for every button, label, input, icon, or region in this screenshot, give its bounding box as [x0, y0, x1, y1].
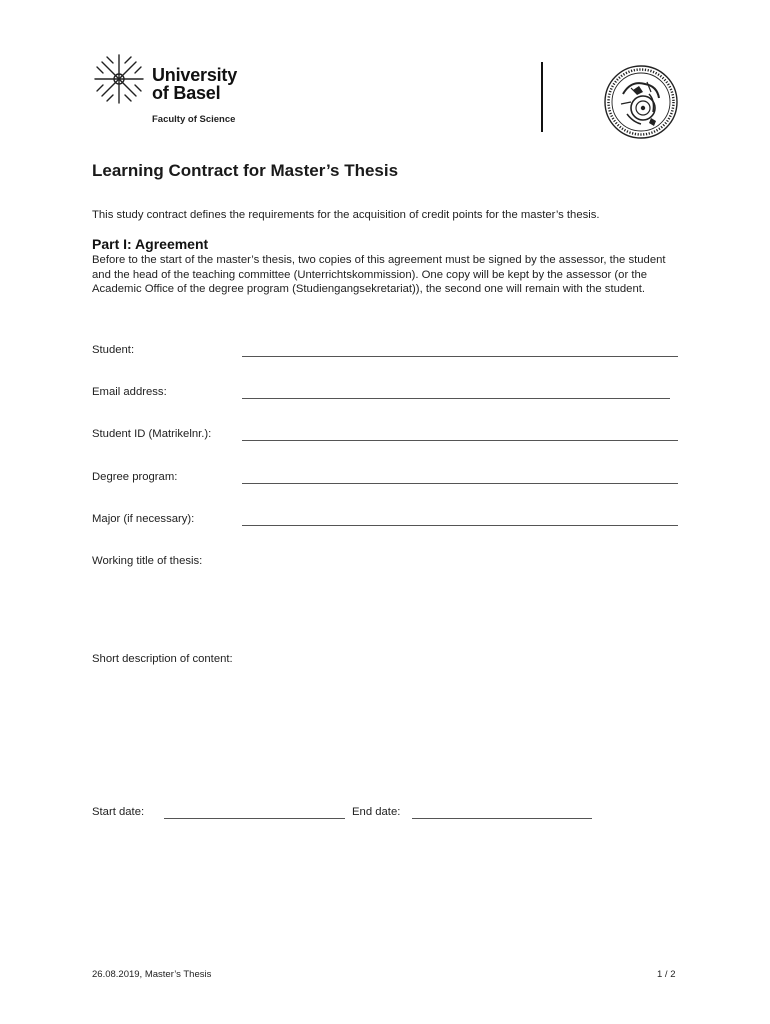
- faculty-name: Faculty of Science: [152, 114, 236, 125]
- email-input-line[interactable]: [242, 386, 670, 399]
- end-date-label: End date:: [352, 806, 401, 818]
- page-number: 1 / 2: [657, 969, 676, 980]
- degree-program-label: Degree program:: [92, 471, 178, 483]
- start-date-input-line[interactable]: [164, 806, 345, 819]
- header-divider: [541, 62, 543, 132]
- university-logo-icon: [93, 53, 145, 105]
- email-label: Email address:: [92, 386, 167, 398]
- end-date-input-line[interactable]: [412, 806, 592, 819]
- student-input-line[interactable]: [242, 344, 678, 357]
- short-description-label: Short description of content:: [92, 653, 233, 665]
- agreement-text: Before to the start of the master’s thesis, two copies of this agreement must be signed by the assessor, the student and the head of the teaching committee (Unterrichtskommission). One copy will be kept by the assessor (or the Academic Office of the degree program (Studiengangsekretariat)), the second one will remain with the student.: [92, 254, 666, 296]
- university-seal-icon: [603, 64, 679, 140]
- degree-program-field: [92, 471, 682, 487]
- intro-text: This study contract defines the requirements for the acquisition of credit points for the master’s thesis.: [92, 209, 600, 221]
- working-title-label: Working title of thesis:: [92, 555, 203, 567]
- student-id-input-line[interactable]: [242, 428, 678, 441]
- university-logo-text: [152, 66, 237, 102]
- major-label: Major (if necessary):: [92, 513, 195, 525]
- student-id-label: Student ID (Matrikelnr.):: [92, 428, 212, 440]
- dates-row: [92, 806, 652, 822]
- logo-line-2: of Basel: [152, 83, 221, 103]
- major-input-line[interactable]: [242, 513, 678, 526]
- student-id-field: [92, 428, 682, 444]
- student-field: [92, 344, 682, 360]
- section-title: Part I: Agreement: [92, 236, 209, 252]
- degree-program-input-line[interactable]: [242, 471, 678, 484]
- logo-line-1: University: [152, 65, 238, 85]
- email-field: [92, 386, 682, 402]
- document-title: Learning Contract for Master’s Thesis: [92, 161, 399, 180]
- student-label: Student:: [92, 344, 135, 356]
- start-date-label: Start date:: [92, 806, 145, 818]
- major-field: [92, 513, 682, 529]
- footer-date-title: 26.08.2019, Master’s Thesis: [92, 969, 212, 980]
